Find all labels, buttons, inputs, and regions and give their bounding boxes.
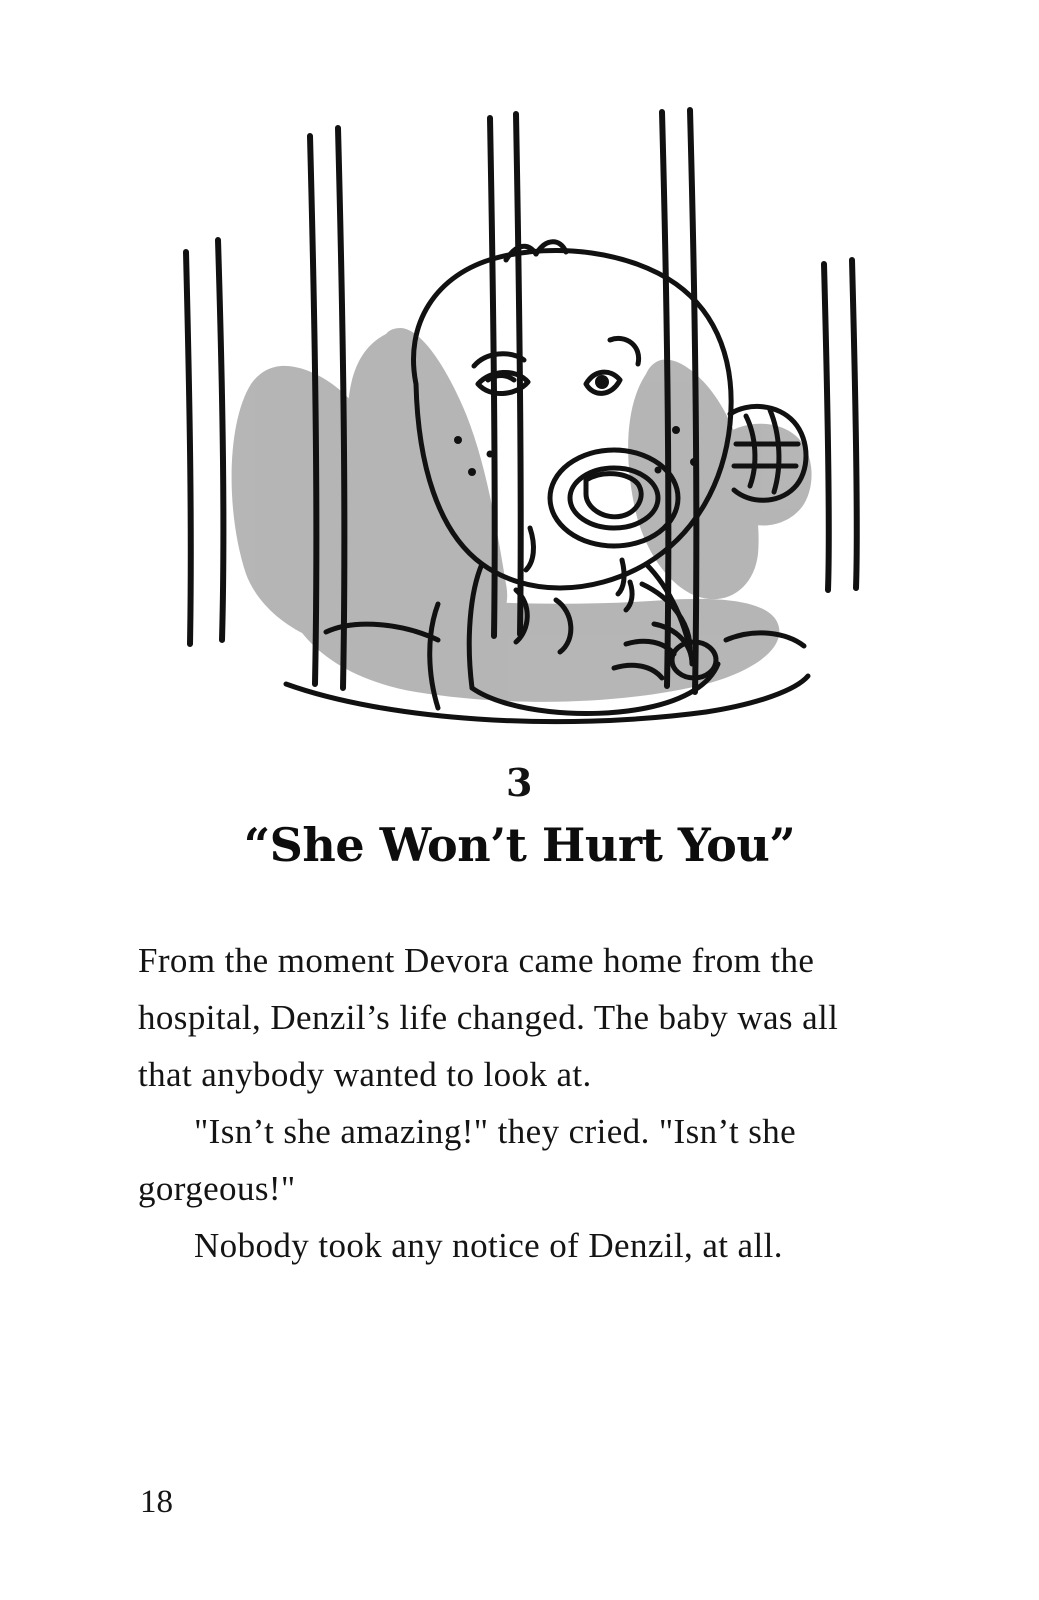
paragraph-2: "Isn’t she amazing!" they cried. "Isn’t she gorgeous!" [138,1112,797,1208]
body-text [138,932,878,1274]
chapter-number: 3 [506,760,533,805]
page-number: 18 [140,1484,173,1520]
baby-behind-crib-bars-illustration [86,84,866,744]
chapter-title: “She Won’t Hurt You” [243,818,796,872]
paragraph-3: Nobody took any notice of Denzil, at all. [194,1226,783,1265]
paragraph-1: From the moment Devora came home from the hospital, Denzil’s life changed. The baby was all that anybody wanted to look at. [138,941,839,1094]
